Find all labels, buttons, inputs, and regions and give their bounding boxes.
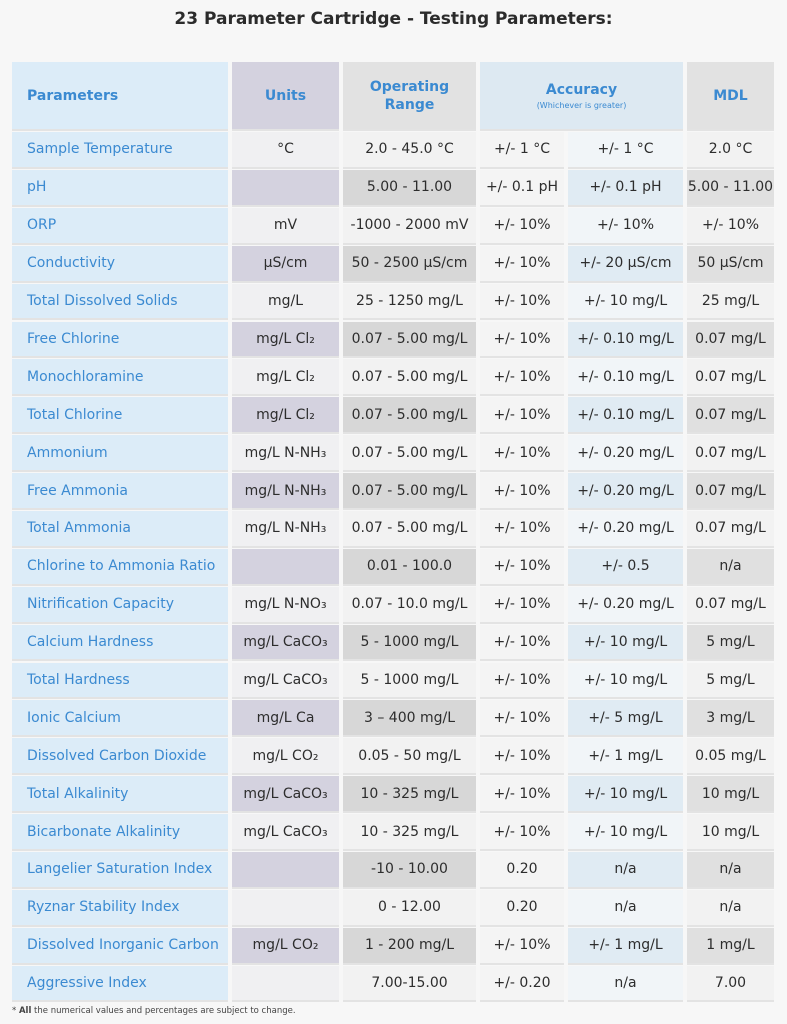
parameter-name: Ionic Calcium xyxy=(12,700,228,735)
units-cell: mg/L xyxy=(232,284,339,319)
mdl-cell: +/- 10% xyxy=(687,208,774,243)
accuracy-cell: +/- 10% xyxy=(480,473,564,508)
footnote xyxy=(12,1006,296,1016)
units-cell: mg/L Cl₂ xyxy=(232,322,339,357)
mdl-cell: 1 mg/L xyxy=(687,928,774,963)
parameter-name: Conductivity xyxy=(12,246,228,281)
units-cell: mg/L N-NH₃ xyxy=(232,435,339,470)
units-cell: mg/L N-NO₃ xyxy=(232,587,339,622)
accuracy-cell: +/- 10% xyxy=(480,928,564,963)
accuracy-cell: 0.20 xyxy=(480,852,564,887)
parameters-table xyxy=(12,62,774,1000)
accuracy-cell: +/- 0.1 pH xyxy=(480,170,564,205)
range-cell: 25 - 1250 mg/L xyxy=(343,284,476,319)
accuracy-alt-cell: n/a xyxy=(568,890,683,925)
accuracy-cell: +/- 10% xyxy=(480,549,564,584)
units-cell: °C xyxy=(232,132,339,167)
mdl-cell: 7.00 xyxy=(687,966,774,1001)
mdl-cell: 5 mg/L xyxy=(687,625,774,660)
accuracy-cell: +/- 10% xyxy=(480,208,564,243)
units-cell: mV xyxy=(232,208,339,243)
mdl-cell: 0.07 mg/L xyxy=(687,587,774,622)
range-cell: 7.00-15.00 xyxy=(343,966,476,1001)
parameter-name: Free Chlorine xyxy=(12,322,228,357)
units-cell xyxy=(232,852,339,887)
header-parameters: Parameters xyxy=(12,62,228,129)
accuracy-alt-cell: n/a xyxy=(568,966,683,1001)
header-operating-range-line2: Range xyxy=(384,96,435,113)
accuracy-alt-cell: +/- 10 mg/L xyxy=(568,776,683,811)
units-cell: mg/L Ca xyxy=(232,700,339,735)
range-cell: 5 - 1000 mg/L xyxy=(343,663,476,698)
mdl-cell: 0.07 mg/L xyxy=(687,397,774,432)
accuracy-alt-cell: +/- 1 mg/L xyxy=(568,738,683,773)
mdl-cell: 0.07 mg/L xyxy=(687,359,774,394)
mdl-cell: 0.07 mg/L xyxy=(687,511,774,546)
parameter-name: Chlorine to Ammonia Ratio xyxy=(12,549,228,584)
accuracy-cell: +/- 10% xyxy=(480,814,564,849)
mdl-cell: 50 μS/cm xyxy=(687,246,774,281)
accuracy-cell: +/- 10% xyxy=(480,776,564,811)
accuracy-alt-cell: +/- 10% xyxy=(568,208,683,243)
header-accuracy-subtitle: (Whichever is greater) xyxy=(536,100,627,110)
range-cell: 3 – 400 mg/L xyxy=(343,700,476,735)
accuracy-alt-cell: +/- 1 °C xyxy=(568,132,683,167)
range-cell: 0.07 - 5.00 mg/L xyxy=(343,397,476,432)
parameter-name: Ryznar Stability Index xyxy=(12,890,228,925)
header-mdl: MDL xyxy=(687,62,774,129)
parameter-name: Ammonium xyxy=(12,435,228,470)
parameter-name: Sample Temperature xyxy=(12,132,228,167)
accuracy-alt-cell: +/- 0.20 mg/L xyxy=(568,435,683,470)
mdl-cell: 0.05 mg/L xyxy=(687,738,774,773)
parameter-name: pH xyxy=(12,170,228,205)
parameter-name: Dissolved Inorganic Carbon xyxy=(12,928,228,963)
accuracy-alt-cell: +/- 10 mg/L xyxy=(568,284,683,319)
accuracy-alt-cell: +/- 5 mg/L xyxy=(568,700,683,735)
range-cell: -1000 - 2000 mV xyxy=(343,208,476,243)
units-cell xyxy=(232,966,339,1001)
units-cell: μS/cm xyxy=(232,246,339,281)
units-cell: mg/L CO₂ xyxy=(232,738,339,773)
range-cell: 50 - 2500 μS/cm xyxy=(343,246,476,281)
page-title: 23 Parameter Cartridge - Testing Parameters: xyxy=(174,9,613,29)
range-cell: 0.07 - 5.00 mg/L xyxy=(343,359,476,394)
range-cell: -10 - 10.00 xyxy=(343,852,476,887)
range-cell: 2.0 - 45.0 °C xyxy=(343,132,476,167)
range-cell: 0.07 - 5.00 mg/L xyxy=(343,473,476,508)
mdl-cell: n/a xyxy=(687,549,774,584)
parameter-name: Monochloramine xyxy=(12,359,228,394)
mdl-cell: 2.0 °C xyxy=(687,132,774,167)
accuracy-cell: +/- 1 °C xyxy=(480,132,564,167)
accuracy-alt-cell: +/- 0.20 mg/L xyxy=(568,511,683,546)
mdl-cell: 0.07 mg/L xyxy=(687,473,774,508)
header-accuracy-label: Accuracy xyxy=(545,81,618,98)
accuracy-alt-cell: +/- 0.10 mg/L xyxy=(568,322,683,357)
mdl-cell: n/a xyxy=(687,852,774,887)
units-cell: mg/L Cl₂ xyxy=(232,397,339,432)
header-accuracy xyxy=(480,62,683,129)
range-cell: 0.07 - 5.00 mg/L xyxy=(343,435,476,470)
parameter-name: Dissolved Carbon Dioxide xyxy=(12,738,228,773)
accuracy-cell: +/- 10% xyxy=(480,246,564,281)
mdl-cell: 0.07 mg/L xyxy=(687,435,774,470)
parameter-name: ORP xyxy=(12,208,228,243)
footnote-text: the numerical values and percentages are subject to change. xyxy=(31,1006,296,1016)
mdl-cell: 10 mg/L xyxy=(687,776,774,811)
units-cell: mg/L N-NH₃ xyxy=(232,511,339,546)
range-cell: 0.07 - 10.0 mg/L xyxy=(343,587,476,622)
units-cell: mg/L CO₂ xyxy=(232,928,339,963)
units-cell: mg/L CaCO₃ xyxy=(232,814,339,849)
parameter-name: Bicarbonate Alkalinity xyxy=(12,814,228,849)
range-cell: 5 - 1000 mg/L xyxy=(343,625,476,660)
units-cell: mg/L CaCO₃ xyxy=(232,625,339,660)
mdl-cell: 5 mg/L xyxy=(687,663,774,698)
accuracy-cell: +/- 10% xyxy=(480,738,564,773)
accuracy-cell: +/- 10% xyxy=(480,511,564,546)
range-cell: 5.00 - 11.00 xyxy=(343,170,476,205)
parameter-name: Total Dissolved Solids xyxy=(12,284,228,319)
range-cell: 0.05 - 50 mg/L xyxy=(343,738,476,773)
accuracy-cell: +/- 10% xyxy=(480,435,564,470)
mdl-cell: 10 mg/L xyxy=(687,814,774,849)
accuracy-alt-cell: +/- 1 mg/L xyxy=(568,928,683,963)
units-cell xyxy=(232,890,339,925)
units-cell: mg/L Cl₂ xyxy=(232,359,339,394)
range-cell: 0.01 - 100.0 xyxy=(343,549,476,584)
range-cell: 10 - 325 mg/L xyxy=(343,814,476,849)
accuracy-alt-cell: +/- 0.1 pH xyxy=(568,170,683,205)
parameter-name: Nitrification Capacity xyxy=(12,587,228,622)
units-cell: mg/L CaCO₃ xyxy=(232,663,339,698)
parameter-name: Total Hardness xyxy=(12,663,228,698)
accuracy-cell: +/- 10% xyxy=(480,663,564,698)
mdl-cell: 5.00 - 11.00 xyxy=(687,170,774,205)
mdl-cell: 3 mg/L xyxy=(687,700,774,735)
accuracy-alt-cell: +/- 10 mg/L xyxy=(568,663,683,698)
accuracy-alt-cell: +/- 0.10 mg/L xyxy=(568,359,683,394)
parameter-name: Calcium Hardness xyxy=(12,625,228,660)
range-cell: 0.07 - 5.00 mg/L xyxy=(343,322,476,357)
parameter-name: Langelier Saturation Index xyxy=(12,852,228,887)
mdl-cell: 0.07 mg/L xyxy=(687,322,774,357)
accuracy-alt-cell: +/- 0.20 mg/L xyxy=(568,473,683,508)
accuracy-cell: 0.20 xyxy=(480,890,564,925)
accuracy-alt-cell: +/- 10 mg/L xyxy=(568,625,683,660)
parameter-name: Aggressive Index xyxy=(12,966,228,1001)
accuracy-alt-cell: +/- 20 μS/cm xyxy=(568,246,683,281)
accuracy-cell: +/- 10% xyxy=(480,587,564,622)
accuracy-alt-cell: +/- 0.10 mg/L xyxy=(568,397,683,432)
accuracy-cell: +/- 10% xyxy=(480,625,564,660)
range-cell: 1 - 200 mg/L xyxy=(343,928,476,963)
units-cell: mg/L N-NH₃ xyxy=(232,473,339,508)
accuracy-alt-cell: n/a xyxy=(568,852,683,887)
accuracy-cell: +/- 10% xyxy=(480,359,564,394)
range-cell: 0.07 - 5.00 mg/L xyxy=(343,511,476,546)
parameter-name: Total Alkalinity xyxy=(12,776,228,811)
parameter-name: Total Ammonia xyxy=(12,511,228,546)
accuracy-cell: +/- 10% xyxy=(480,322,564,357)
header-operating-range xyxy=(343,62,476,129)
accuracy-cell: +/- 0.20 xyxy=(480,966,564,1001)
range-cell: 10 - 325 mg/L xyxy=(343,776,476,811)
header-units: Units xyxy=(232,62,339,129)
accuracy-cell: +/- 10% xyxy=(480,700,564,735)
units-cell xyxy=(232,170,339,205)
range-cell: 0 - 12.00 xyxy=(343,890,476,925)
mdl-cell: 25 mg/L xyxy=(687,284,774,319)
footnote-star: * xyxy=(12,1006,19,1016)
parameter-name: Free Ammonia xyxy=(12,473,228,508)
parameter-name: Total Chlorine xyxy=(12,397,228,432)
footnote-bold: All xyxy=(18,1006,32,1016)
accuracy-cell: +/- 10% xyxy=(480,397,564,432)
accuracy-cell: +/- 10% xyxy=(480,284,564,319)
header-operating-range-line1: Operating xyxy=(369,78,450,95)
accuracy-alt-cell: +/- 0.5 xyxy=(568,549,683,584)
accuracy-alt-cell: +/- 0.20 mg/L xyxy=(568,587,683,622)
units-cell xyxy=(232,549,339,584)
mdl-cell: n/a xyxy=(687,890,774,925)
accuracy-alt-cell: +/- 10 mg/L xyxy=(568,814,683,849)
units-cell: mg/L CaCO₃ xyxy=(232,776,339,811)
